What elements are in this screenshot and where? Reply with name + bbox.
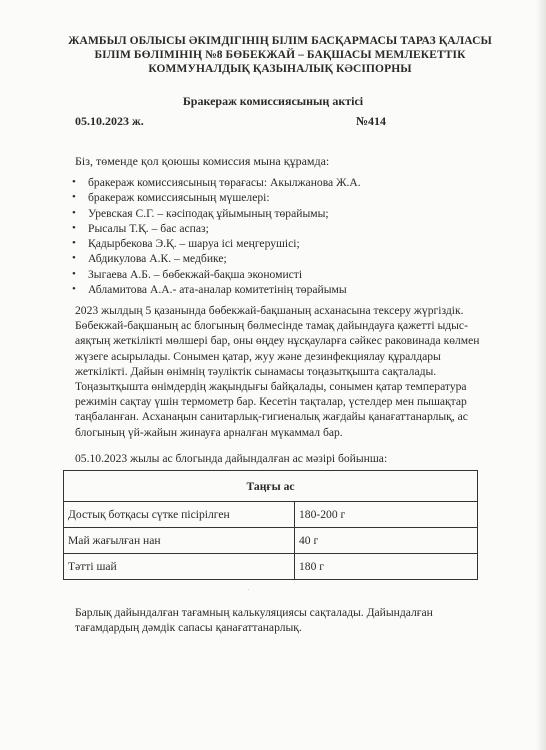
intro-text: Біз, төменде қол қоюшы комиссия мына құрамда: <box>75 154 330 168</box>
amount-cell: 180 г <box>295 554 478 580</box>
list-item: • Абдикулова А.К. – медбике; <box>72 251 361 266</box>
header-line-3: КОММУНАЛДЫҚ ҚАЗЫНАЛЫҚ КӘСІПОРНЫ <box>148 63 412 75</box>
scan-speck: · <box>247 586 250 594</box>
menu-intro: 05.10.2023 жылы ас блогында дайындалған ас мәзірі бойынша: <box>75 452 388 465</box>
list-item: • Қадырбекова Э.Қ. – шаруа ісі меңгерушісі; <box>72 236 361 251</box>
page-edge-shadow <box>536 0 546 750</box>
list-item: • бракераж комиссиясының төрағасы: Акылжанова Ж.А. <box>72 175 361 190</box>
table-row <box>64 528 478 554</box>
list-item: • Зыгаева А.Б. – бөбекжай-бақша экономисті <box>72 267 361 282</box>
table-row <box>64 502 478 528</box>
menu-header: Таңғы ас <box>64 471 478 502</box>
menu-table <box>63 470 478 580</box>
food-cell: Достық ботқасы сүтке пісірілген <box>64 502 295 528</box>
food-cell: Май жағылған нан <box>64 528 295 554</box>
commission-members-list <box>72 175 361 297</box>
list-item: • Абламитова А.А.- ата-аналар комитетінің төрайымы <box>72 282 361 297</box>
organization-header <box>60 34 500 76</box>
act-date: 05.10.2023 ж. <box>75 114 144 128</box>
list-item: • Рысалы Т.Қ. – бас аспаз; <box>72 221 361 236</box>
amount-cell: 180-200 г <box>295 502 478 528</box>
list-item: • бракераж комиссиясының мүшелері: <box>72 190 361 205</box>
list-item: • Уревская С.Г. – кәсіподақ ұйымының төрайымы; <box>72 206 361 221</box>
act-number: №414 <box>356 114 387 128</box>
table-row <box>64 554 478 580</box>
food-cell: Тәтті шай <box>64 554 295 580</box>
header-line-2: БІЛІМ БӨЛІМІНІҢ №8 БӨБЕКЖАЙ – БАҚШАСЫ МЕМЛЕКЕТТІК <box>94 49 466 61</box>
closing-paragraph: Барлық дайындалған тағамның калькуляциясы сақталады. Дайындалған тағамдардың дәмдік сапасы қанағаттанарлық. <box>75 606 433 635</box>
act-title: Бракераж комиссиясының актісі <box>182 94 364 108</box>
inspection-paragraph <box>75 303 487 440</box>
amount-cell: 40 г <box>295 528 478 554</box>
header-line-1: ЖАМБЫЛ ОБЛЫСЫ ӘКІМДІГІНІҢ БІЛІМ БАСҚАРМАСЫ ТАРАЗ ҚАЛАСЫ <box>68 35 492 47</box>
table-header-row <box>64 471 478 502</box>
inspection-text: 2023 жылдың 5 қазанында бөбекжай-бақшаның асханасына тексеру жүргіздік. Бөбекжай-бақшаның ас блогының бөлмесінде тамақ дайындауға қажетті ыдыс-аяқтың жеткілікті мөлшері бар, оны өңдеу нұсқауларға сәйкес раковинада көлмен жүзеге асырылады. Сонымен қатар, жуу және дезинфекциялау құралдары жеткілікті. Дайын өнімнің тәуліктік сынамасы тоңазытқышта сақталады. Тоңазытқышта өнімдердің жақындығы байқалады, сонымен қатар температура режимін сақтау үшін термометр бар. Кесетін тақталар, үстелдер мен пышақтар таңбаланған. Асханаңын санитарлық-гигиеналық жағдайы қанағаттанарлық, ас блогының үй-жайын жинауға арналған мүкаммал бар. <box>75 304 480 439</box>
